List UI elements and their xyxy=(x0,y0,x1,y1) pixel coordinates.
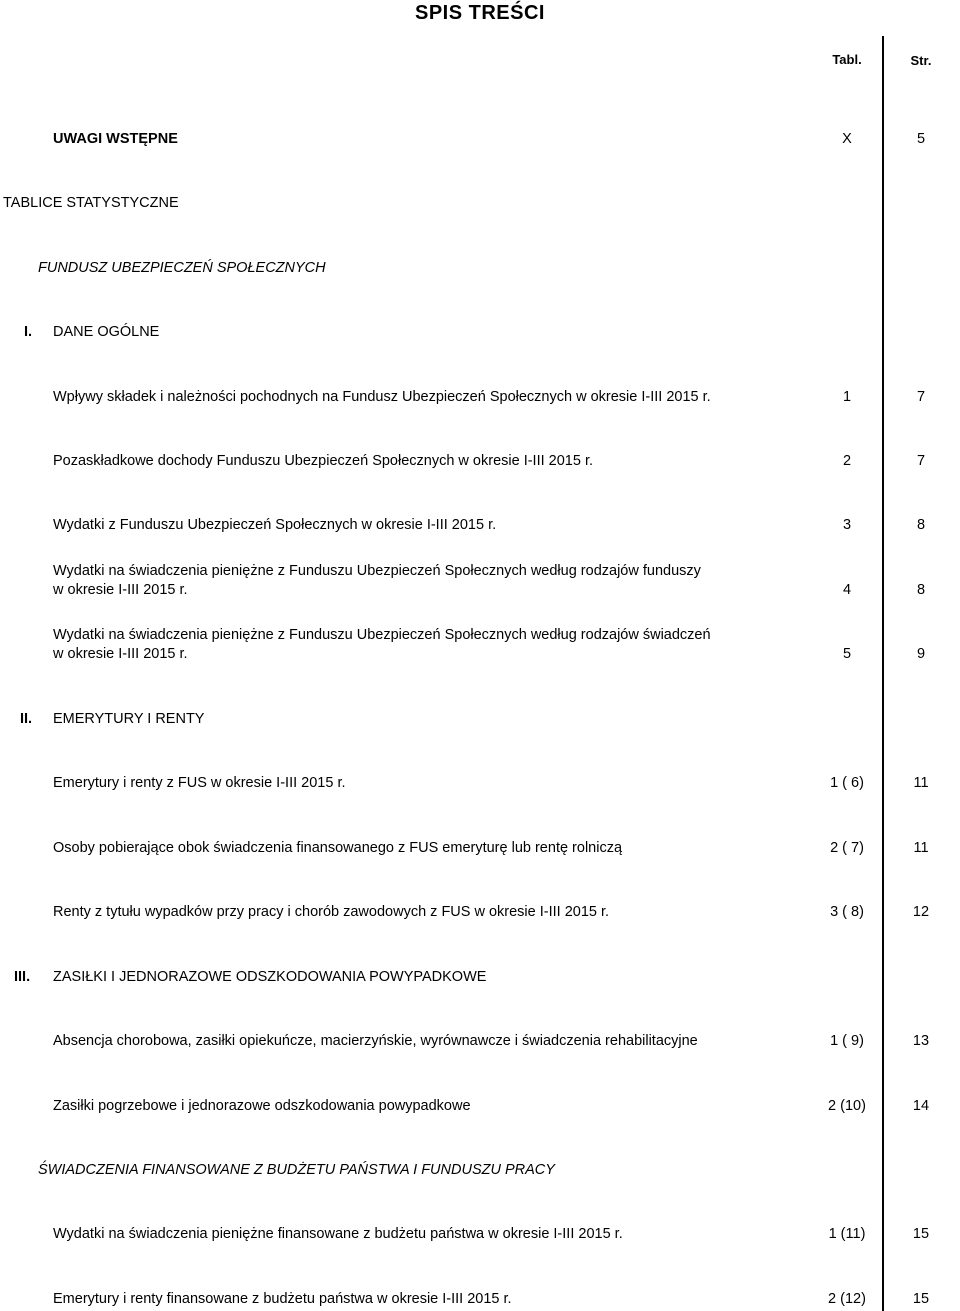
toc-entry-page: 15 xyxy=(912,1226,930,1242)
toc-entry-label: Wpływy składek i należności pochodnych na Fundusz Ubezpieczeń Społecznych w okresie I-III 2015 r. xyxy=(53,389,711,405)
toc-entry-page: 14 xyxy=(912,1098,930,1114)
toc-entry-label: Osoby pobierające obok świadczenia finansowanego z FUS emeryturę lub rentę rolniczą xyxy=(53,840,623,856)
toc-entry-page: 9 xyxy=(916,646,926,662)
section-2-number: II. xyxy=(20,711,33,727)
toc-entry-tabl: 3 xyxy=(842,517,852,533)
toc-entry-label-cont: w okresie I-III 2015 r. xyxy=(53,582,188,598)
toc-entry-label: Wydatki na świadczenia pieniężne finansowane z budżetu państwa w okresie I-III 2015 r. xyxy=(53,1226,623,1242)
toc-entry-tabl: 3 ( 8) xyxy=(830,904,864,920)
intro-tabl: X xyxy=(842,131,852,147)
toc-entry-tabl: 2 (10) xyxy=(828,1098,866,1114)
section-1-title: DANE OGÓLNE xyxy=(53,324,160,340)
toc-entry-label: Zasiłki pogrzebowe i jednorazowe odszkodowania powypadkowe xyxy=(53,1098,471,1114)
toc-entry-page: 15 xyxy=(912,1291,930,1307)
toc-entry-page: 7 xyxy=(916,453,926,469)
section-1-number: I. xyxy=(24,324,33,340)
toc-entry-page: 8 xyxy=(916,582,926,598)
fus-heading: FUNDUSZ UBEZPIECZEŃ SPOŁECZNYCH xyxy=(38,260,326,276)
budget-heading: ŚWIADCZENIA FINANSOWANE Z BUDŻETU PAŃSTWA I FUNDUSZU PRACY xyxy=(38,1162,555,1178)
tables-heading: TABLICE STATYSTYCZNE xyxy=(3,195,179,211)
section-2-title: EMERYTURY I RENTY xyxy=(53,711,205,727)
toc-entry-tabl: 5 xyxy=(842,646,852,662)
toc-entry-tabl: 1 xyxy=(842,389,852,405)
toc-entry-label: Absencja chorobowa, zasiłki opiekuńcze, macierzyńskie, wyrównawcze i świadczenia rehabilitacyjne xyxy=(53,1033,698,1049)
section-3-number: III. xyxy=(14,969,31,985)
toc-entry-tabl: 1 ( 6) xyxy=(830,775,864,791)
toc-entry-tabl: 2 ( 7) xyxy=(830,840,864,856)
toc-entry-page: 7 xyxy=(916,389,926,405)
column-header-str: Str. xyxy=(910,53,932,68)
toc-entry-tabl: 2 xyxy=(842,453,852,469)
toc-entry-tabl: 2 (12) xyxy=(828,1291,866,1307)
toc-entry-page: 13 xyxy=(912,1033,930,1049)
toc-entry-page: 11 xyxy=(913,775,929,791)
toc-entry-page: 11 xyxy=(913,840,929,856)
toc-entry-label: Renty z tytułu wypadków przy pracy i chorób zawodowych z FUS w okresie I-III 2015 r. xyxy=(53,904,610,920)
toc-entry-label: Wydatki na świadczenia pieniężne z Funduszu Ubezpieczeń Społecznych według rodzajów świadczeń xyxy=(53,627,711,643)
column-header-tabl: Tabl. xyxy=(832,52,862,67)
toc-entry-page: 8 xyxy=(916,517,926,533)
column-divider xyxy=(882,36,884,1311)
toc-entry-tabl: 1 ( 9) xyxy=(830,1033,864,1049)
toc-entry-page: 12 xyxy=(912,904,930,920)
toc-entry-label: Pozaskładkowe dochody Funduszu Ubezpieczeń Społecznych w okresie I-III 2015 r. xyxy=(53,453,594,469)
page-title: SPIS TREŚCI xyxy=(415,2,545,24)
toc-entry-label: Emerytury i renty finansowane z budżetu państwa w okresie I-III 2015 r. xyxy=(53,1291,512,1307)
section-3-title: ZASIŁKI I JEDNORAZOWE ODSZKODOWANIA POWYPADKOWE xyxy=(53,969,487,985)
intro-label: UWAGI WSTĘPNE xyxy=(53,131,178,147)
toc-entry-label: Wydatki na świadczenia pieniężne z Funduszu Ubezpieczeń Społecznych według rodzajów funduszy xyxy=(53,563,701,579)
intro-page: 5 xyxy=(916,131,926,147)
toc-entry-tabl: 1 (11) xyxy=(828,1226,866,1242)
toc-entry-tabl: 4 xyxy=(842,582,852,598)
toc-entry-label-cont: w okresie I-III 2015 r. xyxy=(53,646,188,662)
toc-entry-label: Emerytury i renty z FUS w okresie I-III 2015 r. xyxy=(53,775,346,791)
toc-entry-label: Wydatki z Funduszu Ubezpieczeń Społecznych w okresie I-III 2015 r. xyxy=(53,517,497,533)
